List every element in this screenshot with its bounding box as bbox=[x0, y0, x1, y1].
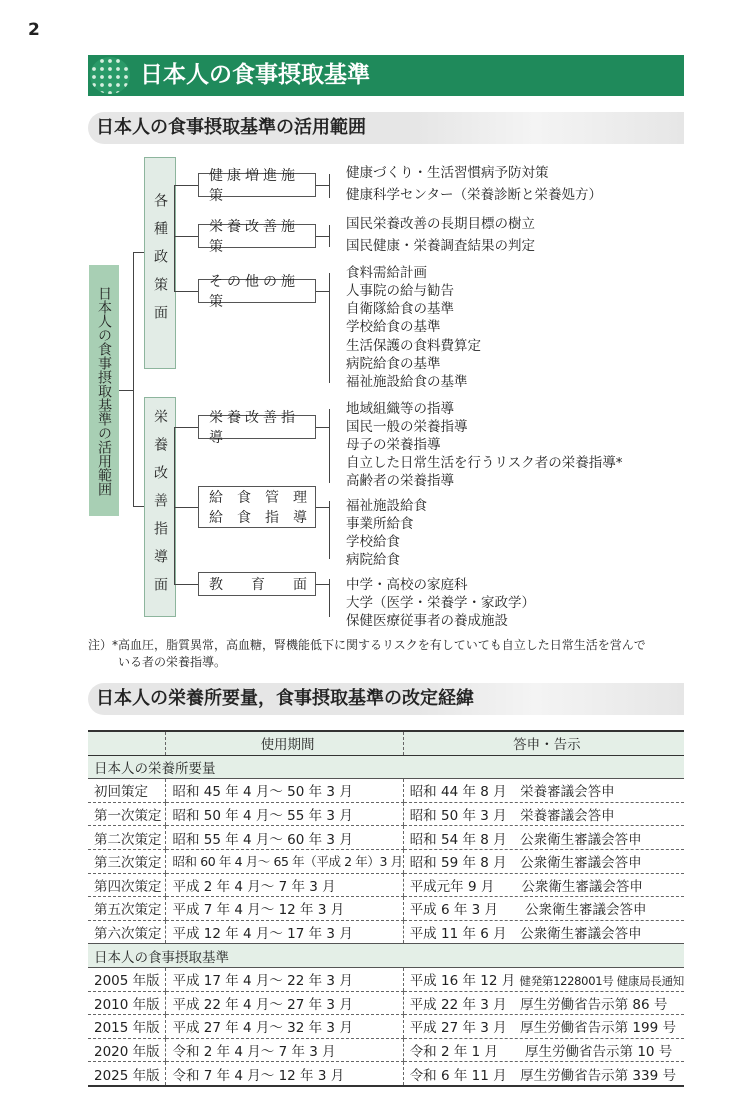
table-cell: 令和 6 年 11 月 厚生労働省告示第 339 号 bbox=[403, 1062, 684, 1086]
table-cell: 2005 年版 bbox=[88, 967, 166, 991]
table-row bbox=[88, 967, 684, 991]
connector bbox=[316, 584, 329, 585]
table-cell: 第六次策定 bbox=[88, 920, 166, 944]
table-cell: 令和 2 年 1 月 厚生労働省告示第 10 号 bbox=[403, 1038, 684, 1062]
table-row bbox=[88, 779, 684, 803]
section-heading-text: 日本人の栄養所要量，食事摂取基準の改定経緯 bbox=[96, 688, 474, 709]
connector bbox=[174, 185, 198, 186]
connector bbox=[329, 409, 330, 483]
list-item: 人事院の給与勧告 bbox=[346, 283, 454, 299]
table-cell: 昭和 45 年 4 月～ 50 年 3 月 bbox=[166, 779, 403, 803]
list-item: 福祉施設給食 bbox=[346, 498, 427, 514]
group-policy-label: 各種政策面 bbox=[144, 157, 176, 369]
table-row bbox=[88, 991, 684, 1015]
list-item: 病院給食の基準 bbox=[346, 356, 441, 372]
connector bbox=[316, 185, 329, 186]
connector bbox=[174, 291, 198, 292]
connector bbox=[133, 252, 134, 507]
table-row bbox=[88, 1062, 684, 1086]
table-header-row bbox=[88, 731, 684, 755]
list-item: 地域組織等の指導 bbox=[346, 401, 454, 417]
table-row bbox=[88, 802, 684, 826]
connector bbox=[174, 236, 198, 237]
table-cell: 第五次策定 bbox=[88, 897, 166, 921]
dot-pattern-icon bbox=[90, 57, 130, 94]
list-item: 自立した日常生活を行うリスク者の栄養指導* bbox=[346, 455, 623, 471]
list-item: 中学・高校の家庭科 bbox=[346, 577, 468, 593]
list-item: 福祉施設給食の基準 bbox=[346, 374, 468, 390]
table-cell: 平成 11 年 6 月 公衆衛生審議会答申 bbox=[403, 920, 684, 944]
table-row bbox=[88, 849, 684, 873]
group-guidance-label: 栄養改善指導面 bbox=[144, 397, 176, 617]
table-cell: 平成 12 年 4 月～ 17 年 3 月 bbox=[166, 920, 403, 944]
table-cell-notice: 健発第1228001号 健康局長通知 bbox=[519, 974, 684, 989]
branch-label-line: 給 食 管 理 bbox=[209, 490, 307, 506]
table-cell: 平成 7 年 4 月～ 12 年 3 月 bbox=[166, 897, 403, 921]
table-cell: 昭和 59 年 8 月 公衆衛生審議会答申 bbox=[403, 849, 684, 873]
column-header: 使用期間 bbox=[166, 731, 403, 755]
table-cell: 平成 27 年 3 月 厚生労働省告示第 199 号 bbox=[403, 1015, 684, 1039]
branch-label-line: 給 食 指 導 bbox=[209, 510, 307, 526]
connector bbox=[119, 390, 133, 391]
group-label: 日本人の食事摂取基準 bbox=[88, 944, 684, 968]
connector bbox=[329, 273, 330, 383]
table-cell: 2020 年版 bbox=[88, 1038, 166, 1062]
connector bbox=[133, 506, 144, 507]
connector bbox=[174, 584, 198, 585]
table-cell: 平成 6 年 3 月 公衆衛生審議会答申 bbox=[403, 897, 684, 921]
table-cell: 2010 年版 bbox=[88, 991, 166, 1015]
branch-education: 教 育 面 bbox=[198, 572, 316, 596]
list-item: 保健医療従事者の養成施設 bbox=[346, 613, 508, 629]
branch-nutrition-policy: 栄養改善施策 bbox=[198, 224, 316, 248]
table-cell: 昭和 50 年 3 月 栄養審議会答申 bbox=[403, 802, 684, 826]
table-group-row bbox=[88, 755, 684, 779]
table-cell: 平成 2 年 4 月～ 7 年 3 月 bbox=[166, 873, 403, 897]
list-item: 国民栄養改善の長期目標の樹立 bbox=[346, 216, 535, 232]
list-item: 健康科学センター（栄養診断と栄養処方） bbox=[346, 187, 602, 203]
table-row bbox=[88, 897, 684, 921]
table-cell: 令和 7 年 4 月～ 12 年 3 月 bbox=[166, 1062, 403, 1086]
table-cell: 第一次策定 bbox=[88, 802, 166, 826]
list-item: 国民一般の栄養指導 bbox=[346, 419, 468, 435]
list-item: 健康づくり・生活習慣病予防対策 bbox=[346, 165, 549, 181]
table-cell: 平成 22 年 4 月～ 27 年 3 月 bbox=[166, 991, 403, 1015]
connector bbox=[174, 185, 175, 291]
table-cell: 2025 年版 bbox=[88, 1062, 166, 1086]
table-cell: 第四次策定 bbox=[88, 873, 166, 897]
connector bbox=[329, 225, 330, 247]
table-cell: 平成 27 年 4 月～ 32 年 3 月 bbox=[166, 1015, 403, 1039]
list-item: 国民健康・栄養調査結果の判定 bbox=[346, 238, 535, 254]
table-cell bbox=[403, 967, 684, 991]
section-heading-usage bbox=[88, 112, 684, 144]
table-cell: 初回策定 bbox=[88, 779, 166, 803]
group-label: 日本人の栄養所要量 bbox=[88, 755, 684, 779]
connector bbox=[329, 174, 330, 198]
list-item: 病院給食 bbox=[346, 552, 400, 568]
branch-food-service bbox=[198, 486, 316, 528]
column-header bbox=[88, 731, 166, 755]
table-row bbox=[88, 873, 684, 897]
table-cell: 第二次策定 bbox=[88, 826, 166, 850]
list-item: 高齢者の栄養指導 bbox=[346, 473, 454, 489]
table-cell-date: 平成 16 年 12 月 bbox=[409, 973, 516, 990]
table-cell: 昭和 44 年 8 月 栄養審議会答申 bbox=[403, 779, 684, 803]
footnote-line: 注）*高血圧，脂質異常，高血糖，腎機能低下に関するリスクを有していても自立した日常生活を営んで bbox=[88, 638, 646, 652]
connector bbox=[174, 507, 198, 508]
table-row bbox=[88, 1015, 684, 1039]
page-title: 日本人の食事摂取基準 bbox=[140, 62, 370, 88]
list-item: 大学（医学・栄養学・家政学） bbox=[346, 595, 535, 611]
table-group-row bbox=[88, 944, 684, 968]
page-number: 2 bbox=[28, 20, 40, 40]
branch-nutrition-guidance: 栄養改善指導 bbox=[198, 415, 316, 439]
list-item: 学校給食の基準 bbox=[346, 319, 441, 335]
branch-other-policy: その他の施策 bbox=[198, 279, 316, 303]
footnote bbox=[88, 637, 688, 671]
table-row bbox=[88, 1038, 684, 1062]
connector bbox=[174, 427, 198, 428]
column-header: 答申・告示 bbox=[403, 731, 684, 755]
footnote-line: いる者の栄養指導。 bbox=[118, 655, 227, 669]
table-cell: 平成 17 年 4 月～ 22 年 3 月 bbox=[166, 967, 403, 991]
section-heading-history bbox=[88, 683, 684, 715]
root-label: 日本人の食事摂取基準の活用範囲 bbox=[89, 265, 119, 516]
section-heading-text: 日本人の食事摂取基準の活用範囲 bbox=[96, 117, 366, 138]
list-item: 生活保護の食料費算定 bbox=[346, 338, 481, 354]
connector bbox=[316, 427, 329, 428]
connector bbox=[329, 579, 330, 617]
connector bbox=[174, 427, 175, 584]
revision-history-table bbox=[88, 730, 684, 1087]
connector bbox=[133, 252, 144, 253]
connector bbox=[316, 236, 329, 237]
table-cell: 平成 22 年 3 月 厚生労働省告示第 86 号 bbox=[403, 991, 684, 1015]
branch-health-promotion: 健康増進施策 bbox=[198, 173, 316, 197]
list-item: 自衛隊給食の基準 bbox=[346, 301, 454, 317]
list-item: 事業所給食 bbox=[346, 516, 414, 532]
table-cell: 昭和 55 年 4 月～ 60 年 3 月 bbox=[166, 826, 403, 850]
list-item: 母子の栄養指導 bbox=[346, 437, 441, 453]
table-cell: 2015 年版 bbox=[88, 1015, 166, 1039]
table-cell: 令和 2 年 4 月～ 7 年 3 月 bbox=[166, 1038, 403, 1062]
table-cell: 第三次策定 bbox=[88, 849, 166, 873]
table-row bbox=[88, 920, 684, 944]
connector bbox=[316, 291, 329, 292]
table-cell: 昭和 54 年 8 月 公衆衛生審議会答申 bbox=[403, 826, 684, 850]
connector bbox=[316, 507, 329, 508]
connector bbox=[329, 501, 330, 559]
list-item: 食料需給計画 bbox=[346, 265, 427, 281]
table-cell: 昭和 50 年 4 月～ 55 年 3 月 bbox=[166, 802, 403, 826]
table-cell: 昭和 60 年 4 月～ 65 年（平成 2 年）3 月 bbox=[166, 849, 403, 873]
table-cell: 平成元年 9 月 公衆衛生審議会答申 bbox=[403, 873, 684, 897]
list-item: 学校給食 bbox=[346, 534, 400, 550]
table-row bbox=[88, 826, 684, 850]
